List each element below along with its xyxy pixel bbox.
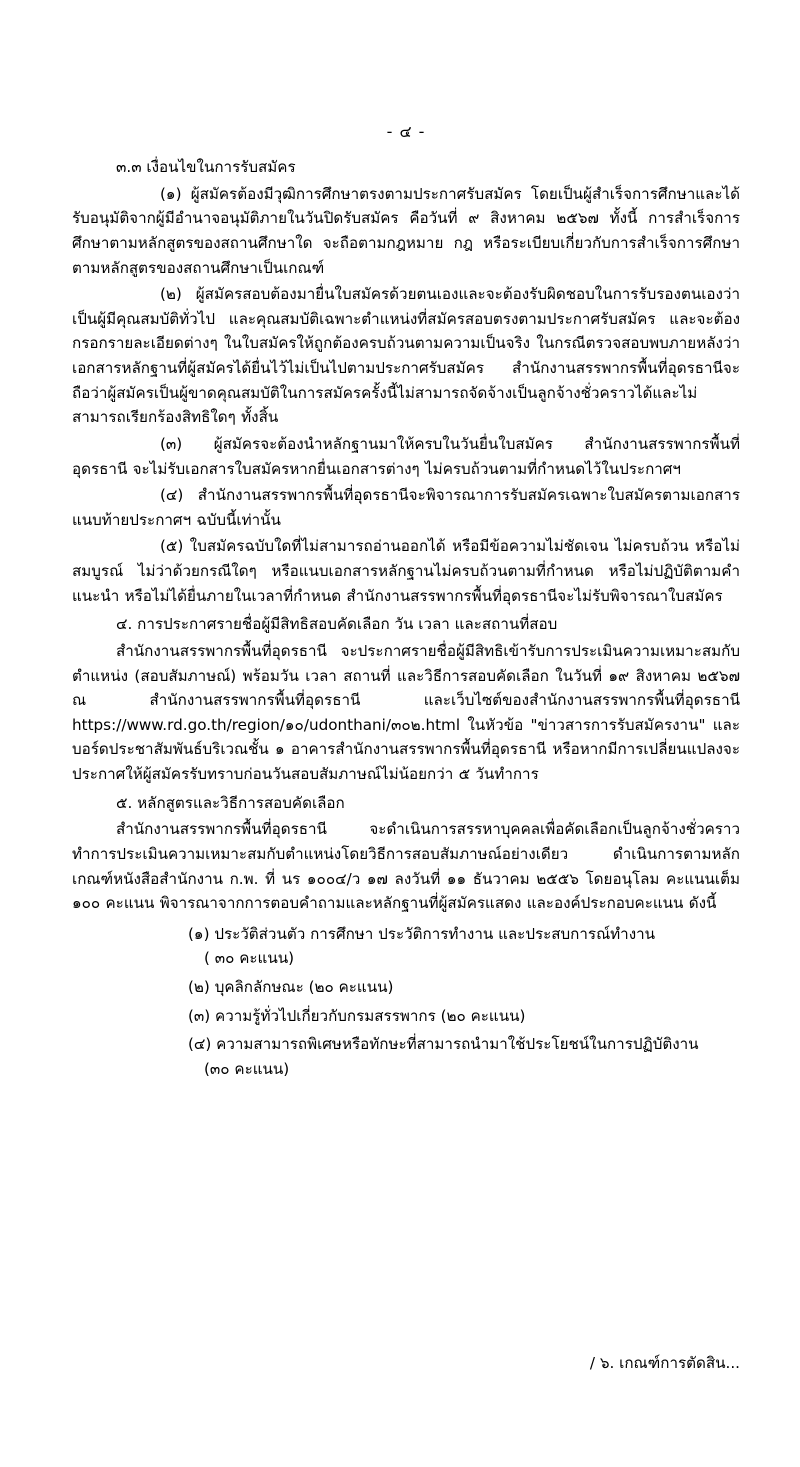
paragraph-3-3-2: (๒) ผู้สมัครสอบต้องมายื่นใบสมัครด้วยตนเองและจะต้องรับผิดชอบในการรับรองตนเองว่าเป็นผู้มีคุณสมบัติทั่วไป และคุณสมบัติเฉพาะตำแหน่งที่สมัครสอบตรงตามประกาศรับสมัคร และจะต้องกรอกรายละเอียดต่างๆ ในใบสมัครให้ถูกต้องครบถ้วนตามความเป็นจริง ในกรณีตรวจสอบพบภายหลังว่าเอกสารหลักฐานที่ผู้สมัครได้ยื่นไว้ไม่เป็นไปตามประกาศรับสมัคร สำนักงานสรรพากรพื้นที่อุดรธานีจะถือว่าผู้สมัครเป็นผู้ขาดคุณสมบัติในการสมัครครั้งนี้ไม่สามารถจัดจ้างเป็นลูกจ้างชั่วคราวได้และไม่สามารถเรียกร้องสิทธิใดๆ ทั้งสิ้น xyxy=(72,285,740,427)
paragraph-4-1: สำนักงานสรรพากรพื้นที่อุดรธานี จะประกาศรายชื่อผู้มีสิทธิเข้ารับการประเมินความเหมาะสมกับตำแหน่ง (สอบสัมภาษณ์) พร้อมวัน เวลา สถานที่ และวิธีการสอบคัดเลือก ในวันที่ ๑๙ สิงหาคม ๒๕๖๗ ณ สำนักงานสรรพากรพื้นที่อุดรธานี และเว็บไซต์ของสำนักงานสรรพากรพื้นที่อุดรธานี https://www.rd.go.th/region/๑๐/udonthani/๓๐๒.html ในหัวข้อ "ข่าวสารการรับสมัครงาน" และบอร์ดประชาสัมพันธ์บริเวณชั้น ๑ อาคารสำนักงานสรรพากรพื้นที่อุดรธานี หรือหากมีการเปลี่ยนแปลงจะประกาศให้ผู้สมัครรับทราบก่อนวันสอบสัมภาษณ์ไม่น้อยกว่า ๕ วันทำการ xyxy=(72,641,740,783)
page-number: - ๔ - xyxy=(386,122,426,141)
paragraph-3-3-1: (๑) ผู้สมัครต้องมีวุฒิการศึกษาตรงตามประกาศรับสมัคร โดยเป็นผู้สำเร็จการศึกษาและได้รับอนุมัติจากผู้มีอำนาจอนุมัติภายในวันปิดรับสมัคร คือวันที่ ๙ สิงหาคม ๒๕๖๗ ทั้งนี้ การสำเร็จการศึกษาตามหลักสูตรของสถานศึกษาใด จะถือตามกฎหมาย กฎ หรือระเบียบเกี่ยวกับการสำเร็จการศึกษาตามหลักสูตรของสถานศึกษาเป็นเกณฑ์ xyxy=(72,184,740,277)
heading-section-5: ๕. หลักสูตรและวิธีการสอบคัดเลือก xyxy=(116,793,345,812)
paragraph-3-3-5: (๕) ใบสมัครฉบับใดที่ไม่สามารถอ่านออกได้ หรือมีข้อความไม่ชัดเจน ไม่ครบถ้วน หรือไม่สมบูรณ์ ไม่ว่าด้วยกรณีใดๆ หรือแนบเอกสารหลักฐานไม่ครบถ้วนตามที่กำหนด หรือไม่ปฏิบัติตามคำแนะนำ หรือไม่ได้ยื่นภายในเวลาที่กำหนด สำนักงานสรรพากรพื้นที่อุดรธานีจะไม่รับพิจารณาใบสมัคร xyxy=(72,537,740,605)
list-item-continuation: (๓๐ คะแนน) xyxy=(204,1059,290,1078)
paragraph-3-3-4: (๔) สำนักงานสรรพากรพื้นที่อุดรธานีจะพิจารณาการรับสมัครเฉพาะใบสมัครตามเอกสารแนบท้ายประกาศฯ ฉบับนี้เท่านั้น xyxy=(72,486,740,529)
heading-section-4: ๔. การประกาศรายชื่อผู้มีสิทธิสอบคัดเลือก วัน เวลา และสถานที่สอบ xyxy=(116,615,558,634)
paragraph-5-1: สำนักงานสรรพากรพื้นที่อุดรธานี จะดำเนินการสรรหาบุคคลเพื่อคัดเลือกเป็นลูกจ้างชั่วคราว ทำการประเมินความเหมาะสมกับตำแหน่งโดยวิธีการสอบสัมภาษณ์อย่างเดียว ดำเนินการตามหลักเกณฑ์หนังสือสำนักงาน ก.พ. ที่ นร ๑๐๐๔/ว ๑๗ ลงวันที่ ๑๑ ธันวาคม ๒๕๕๖ โดยอนุโลม คะแนนเต็ม ๑๐๐ คะแนน พิจารณาจากการตอบคำถามและหลักฐานที่ผู้สมัครแสดง และองค์ประกอบคะแนน ดังนี้ xyxy=(72,820,740,913)
paragraph-3-3-3: (๓) ผู้สมัครจะต้องนำหลักฐานมาให้ครบในวันยื่นใบสมัคร สำนักงานสรรพากรพื้นที่อุดรธานี จะไม่รับเอกสารใบสมัครหากยื่นเอกสารต่างๆ ไม่ครบถ้วนตามที่กำหนดไว้ในประกาศฯ xyxy=(72,434,740,478)
document-body xyxy=(72,120,740,1082)
footer-continuation-note: / ๖. เกณฑ์การตัดสิน... xyxy=(589,1354,740,1372)
list-item: (๓) ความรู้ทั่วไปเกี่ยวกับกรมสรรพากร (๒๐ คะแนน) xyxy=(188,1006,526,1025)
list-item: (๒) บุคลิกลักษณะ (๒๐ คะแนน) xyxy=(188,978,394,996)
heading-section-3-3: ๓.๓ เงื่อนไขในการรับสมัคร xyxy=(116,158,296,176)
list-item: (๑) ประวัติส่วนตัว การศึกษา ประวัติการทำงาน และประสบการณ์ทำงาน xyxy=(188,924,656,943)
list-item-continuation: ( ๓๐ คะแนน) xyxy=(204,949,295,968)
list-item: (๔) ความสามารถพิเศษหรือทักษะที่สามารถนำมาใช้ประโยชน์ในการปฏิบัติงาน xyxy=(188,1035,699,1054)
